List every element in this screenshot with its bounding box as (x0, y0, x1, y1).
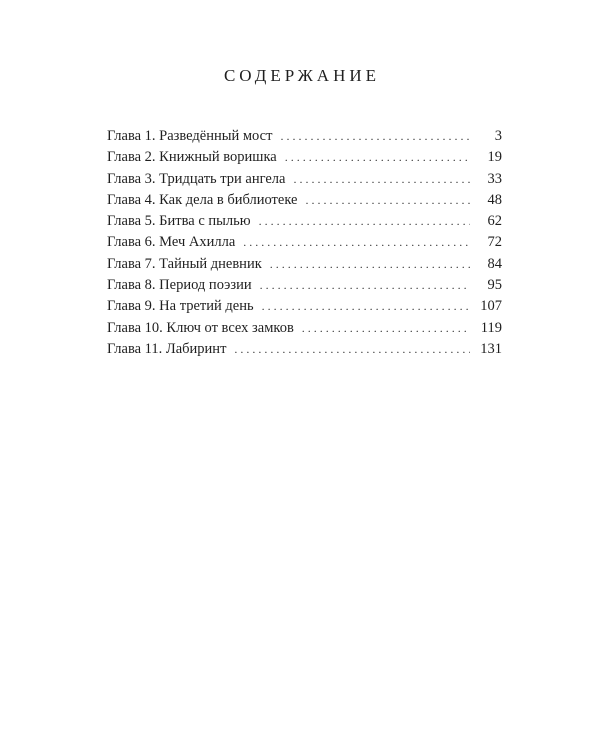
toc-entry-page: 72 (487, 234, 502, 251)
dot-leader (293, 169, 470, 190)
toc-entry-label: Глава 6. Меч Ахилла (107, 234, 236, 251)
dot-leader (260, 275, 470, 296)
toc-entry-3 (107, 169, 502, 190)
toc-entry-7 (107, 254, 502, 275)
toc-title: СОДЕРЖАНИЕ (223, 66, 381, 85)
dot-leader (305, 190, 470, 211)
toc-entry-5 (107, 211, 502, 232)
toc-entry-page: 95 (487, 277, 502, 294)
dot-leader (270, 254, 470, 275)
toc-entry-page: 3 (494, 128, 502, 144)
dot-leader (262, 296, 470, 317)
dot-leader (280, 126, 470, 147)
dot-leader (243, 232, 470, 253)
toc-entry-6 (107, 232, 502, 253)
toc-entry-page: 33 (487, 170, 502, 187)
toc-entry-label: Глава 2. Книжный воришка (107, 149, 277, 166)
toc-entry-page: 119 (480, 319, 502, 336)
toc-entry-label: Глава 11. Лабиринт (107, 340, 227, 357)
toc-entry-label: Глава 1. Разведённый мост (107, 128, 273, 144)
toc-entry-page: 84 (487, 255, 502, 272)
toc-entry-11 (107, 339, 502, 360)
dot-leader (234, 339, 470, 360)
toc-entry-9 (107, 296, 502, 317)
toc-entry-label: Глава 5. Битва с пылью (107, 213, 251, 230)
dot-leader (259, 211, 470, 232)
dot-leader (285, 147, 470, 168)
toc-entry-label: Глава 7. Тайный дневник (107, 255, 262, 272)
toc-entry-page: 19 (487, 149, 502, 166)
toc-entry-8 (107, 275, 502, 296)
toc-entry-1 (107, 126, 502, 147)
toc-entry-page: 48 (487, 191, 502, 208)
toc-entry-label: Глава 8. Период поэзии (107, 277, 252, 294)
toc-entry-4 (107, 190, 502, 211)
toc-entry-page: 62 (487, 213, 502, 230)
toc-entry-page: 107 (480, 298, 502, 315)
dot-leader (302, 318, 470, 339)
toc-entry-10 (107, 318, 502, 339)
toc-entry-page: 131 (480, 340, 502, 357)
toc-entry-label: Глава 10. Ключ от всех замков (107, 319, 294, 336)
toc-list (107, 126, 502, 360)
toc-entry-label: Глава 9. На третий день (107, 298, 254, 315)
toc-entry-label: Глава 3. Тридцать три ангела (107, 170, 286, 187)
toc-entry-label: Глава 4. Как дела в библиотеке (107, 191, 298, 208)
toc-entry-2 (107, 147, 502, 168)
